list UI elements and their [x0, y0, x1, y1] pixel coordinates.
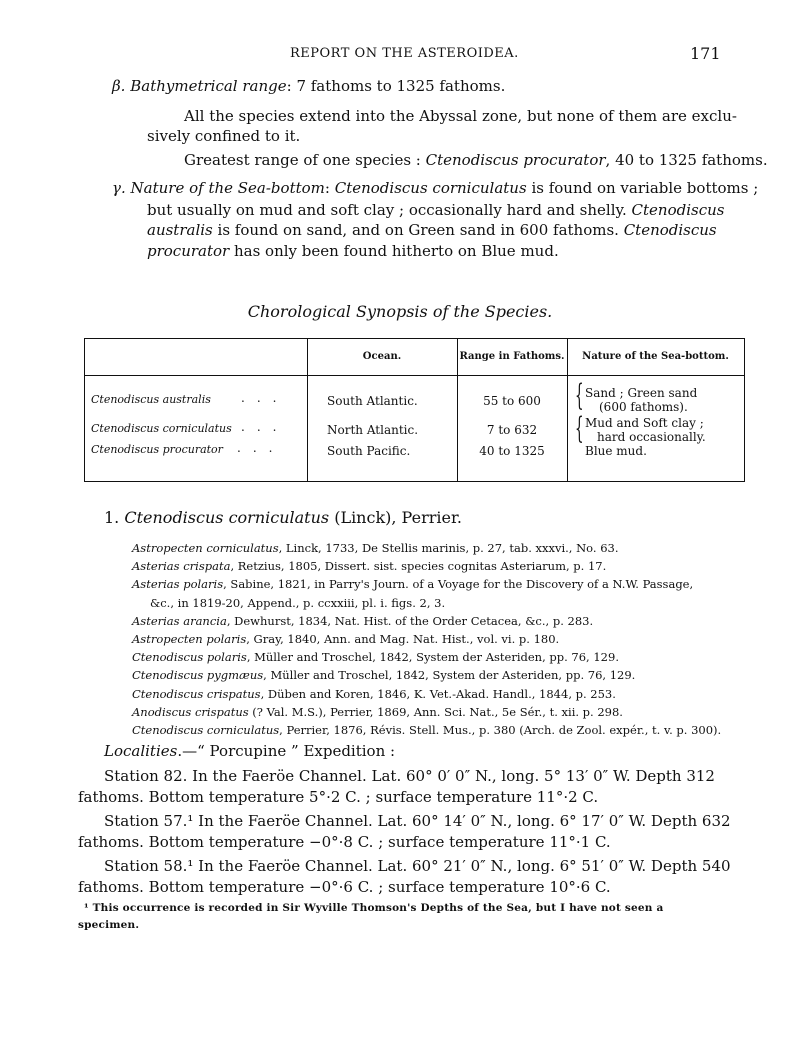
station-line: fathoms. Bottom temperature −0°·6 C. ; surface temperature 10°·6 C. — [78, 878, 611, 896]
species-name: Ctenodiscus corniculatus — [124, 508, 330, 527]
synonymy-item — [132, 648, 721, 666]
paragraph-line: All the species extend into the Abyssal zone, but none of them are exclu- — [184, 107, 737, 125]
text: is found on variable bottoms ; — [526, 179, 759, 197]
leader-dots: ... — [241, 420, 289, 434]
page-number: 171 — [690, 44, 721, 63]
synonymy-item — [132, 557, 721, 575]
synonym-name: Ctenodiscus pygmæus — [132, 668, 264, 683]
localities-expedition: .—“ Porcupine ” Expedition : — [177, 742, 396, 760]
table-cell-nature: Sand ; Green sand — [585, 386, 698, 400]
synonym-name: Ctenodiscus polaris — [132, 650, 247, 665]
text: Greatest range of one species : — [184, 151, 426, 169]
section-heading: Bathymetrical range — [130, 77, 287, 95]
station-line: fathoms. Bottom temperature 5°·2 C. ; surface temperature 11°·2 C. — [78, 788, 599, 806]
sea-bottom-line — [112, 178, 758, 198]
synonym-reference: , Perrier, 1876, Révis. Stell. Mus., p. 380 (Arch. de Zool. expér., t. v. p. 300). — [279, 723, 722, 738]
synonym-name: Anodiscus crispatus — [132, 704, 249, 719]
species-name: procurator — [147, 242, 230, 260]
synonymy-item — [132, 685, 721, 703]
synonymy-item — [132, 630, 721, 648]
chorological-table — [84, 338, 745, 482]
synonym-name: Asterias polaris — [132, 577, 224, 592]
table-cell-nature: (600 fathoms). — [599, 400, 688, 414]
synonym-name: Asterias crispata — [132, 559, 231, 574]
synonym-reference: , Müller and Troschel, 1842, System der Asteriden, pp. 76, 129. — [246, 650, 619, 665]
column-header-nature: Nature of the Sea-bottom. — [582, 351, 729, 362]
species-name: Ctenodiscus corniculatus — [334, 179, 527, 197]
text: but usually on mud and soft clay ; occasionally hard and shelly. — [147, 201, 632, 219]
synonym-name: Asterias arancia — [132, 613, 227, 628]
station-line: Station 58.¹ In the Faeröe Channel. Lat. 60° 21′ 0″ N., long. 6° 51′ 0″ W. Depth 540 — [104, 857, 731, 875]
paragraph-line — [147, 220, 717, 240]
section-marker: β. — [112, 77, 126, 95]
section-heading: Nature of the Sea-bottom — [130, 179, 325, 197]
species-name: Ctenodiscus — [631, 201, 725, 219]
synonym-reference: &c., in 1819-20, Append., p. ccxxiii, pl. i. figs. 2, 3. — [150, 595, 446, 610]
text: , 40 to 1325 fathoms. — [605, 151, 768, 169]
table-cell-ocean: South Pacific. — [327, 444, 411, 458]
synonymy-item — [132, 612, 721, 630]
text: : — [324, 179, 335, 197]
species-name: australis — [147, 221, 213, 239]
table-cell-ocean: North Atlantic. — [327, 423, 419, 437]
brace-mark: { — [575, 411, 584, 446]
table-cell-range: 7 to 632 — [486, 423, 538, 437]
running-header: REPORT ON THE ASTEROIDEA. — [290, 46, 519, 61]
text: : 7 fathoms to 1325 fathoms. — [286, 77, 506, 95]
section-marker: γ. — [112, 179, 126, 197]
localities-heading — [104, 741, 395, 762]
authority: (Linck), Perrier. — [329, 508, 462, 527]
synonym-reference: , Müller and Troschel, 1842, System der Asteriden, pp. 76, 129. — [263, 668, 636, 683]
entry-number: 1. — [104, 508, 120, 527]
species-entry-heading — [104, 508, 462, 528]
synonym-reference: (? Val. M.S.), Perrier, 1869, Ann. Sci. Nat., 5e Sér., t. xii. p. 298. — [248, 704, 623, 719]
table-header-rule — [85, 375, 745, 376]
synonymy-item — [132, 703, 721, 721]
paragraph-line: sively confined to it. — [147, 127, 301, 145]
synonymy-item — [132, 721, 721, 739]
table-cell-species: Ctenodiscus procurator — [91, 443, 223, 456]
synonym-reference: , Gray, 1840, Ann. and Mag. Nat. Hist., vol. vi. p. 180. — [246, 632, 560, 647]
localities-list — [78, 766, 731, 898]
table-cell-nature: Mud and Soft clay ; — [585, 416, 704, 430]
paragraph-line — [147, 200, 724, 220]
column-header-ocean: Ocean. — [362, 351, 402, 362]
table-divider — [744, 339, 745, 481]
species-name: Ctenodiscus — [623, 221, 717, 239]
synonym-name: Ctenodiscus corniculatus — [132, 723, 280, 738]
text: is found on sand, and on Green sand in 600 fathoms. — [212, 221, 624, 239]
footnote — [78, 900, 663, 934]
synonym-reference: , Linck, 1733, De Stellis marinis, p. 27, tab. xxxvi., No. 63. — [278, 541, 619, 555]
footnote-line: ¹ This occurrence is recorded in Sir Wyville Thomson's Depths of the Sea, but I have not seen a — [84, 902, 664, 914]
table-cell-range: 40 to 1325 — [479, 444, 545, 458]
synonymy-item — [132, 594, 721, 612]
station-line: Station 82. In the Faeröe Channel. Lat. 60° 0′ 0″ N., long. 5° 13′ 0″ W. Depth 312 — [104, 767, 715, 785]
paragraph-line — [147, 241, 559, 261]
localities-label: Localities — [104, 742, 178, 760]
table-cell-species: Ctenodiscus australis — [91, 393, 211, 406]
paragraph-line — [184, 150, 768, 170]
text: has only been found hitherto on Blue mud. — [229, 242, 559, 260]
table-cell-nature: hard occasionally. — [597, 430, 706, 444]
synonymy-item — [132, 575, 721, 593]
station-line: fathoms. Bottom temperature −0°·8 C. ; surface temperature 11°·1 C. — [78, 833, 611, 851]
table-cell-nature: Blue mud. — [585, 444, 647, 458]
table-cell-species: Ctenodiscus corniculatus — [91, 422, 232, 435]
brace-mark: { — [575, 378, 584, 413]
synonymy-list — [132, 539, 721, 739]
table-caption: Chorological Synopsis of the Species. — [247, 302, 553, 321]
synonym-name: Astropecten corniculatus — [132, 541, 279, 555]
leader-dots: ... — [241, 391, 289, 405]
species-name: Ctenodiscus procurator — [425, 151, 606, 169]
synonymy-item — [132, 666, 721, 684]
synonym-reference: , Retzius, 1805, Dissert. sist. species cognitas Asteriarum, p. 17. — [230, 559, 607, 574]
table-cell-range: 55 to 600 — [483, 394, 541, 408]
synonymy-item — [132, 539, 721, 557]
leader-dots: ... — [237, 441, 285, 455]
station-line: Station 57.¹ In the Faeröe Channel. Lat. 60° 14′ 0″ N., long. 6° 17′ 0″ W. Depth 632 — [104, 812, 731, 830]
synonym-name: Ctenodiscus crispatus — [132, 686, 261, 701]
footnote-line: specimen. — [78, 919, 140, 931]
column-header-range: Range in Fathoms. — [459, 351, 565, 362]
synonym-reference: , Sabine, 1821, in Parry's Journ. of a Voyage for the Discovery of a N.W. Passage, — [223, 577, 694, 592]
synonym-reference: , Düben and Koren, 1846, K. Vet.-Akad. Handl., 1844, p. 253. — [260, 686, 616, 701]
table-cell-ocean: South Atlantic. — [327, 394, 418, 408]
bathymetrical-range-line — [112, 76, 505, 96]
synonym-name: Astropecten polaris — [132, 632, 247, 647]
synonym-reference: , Dewhurst, 1834, Nat. Hist. of the Order Cetacea, &c., p. 283. — [226, 613, 594, 628]
